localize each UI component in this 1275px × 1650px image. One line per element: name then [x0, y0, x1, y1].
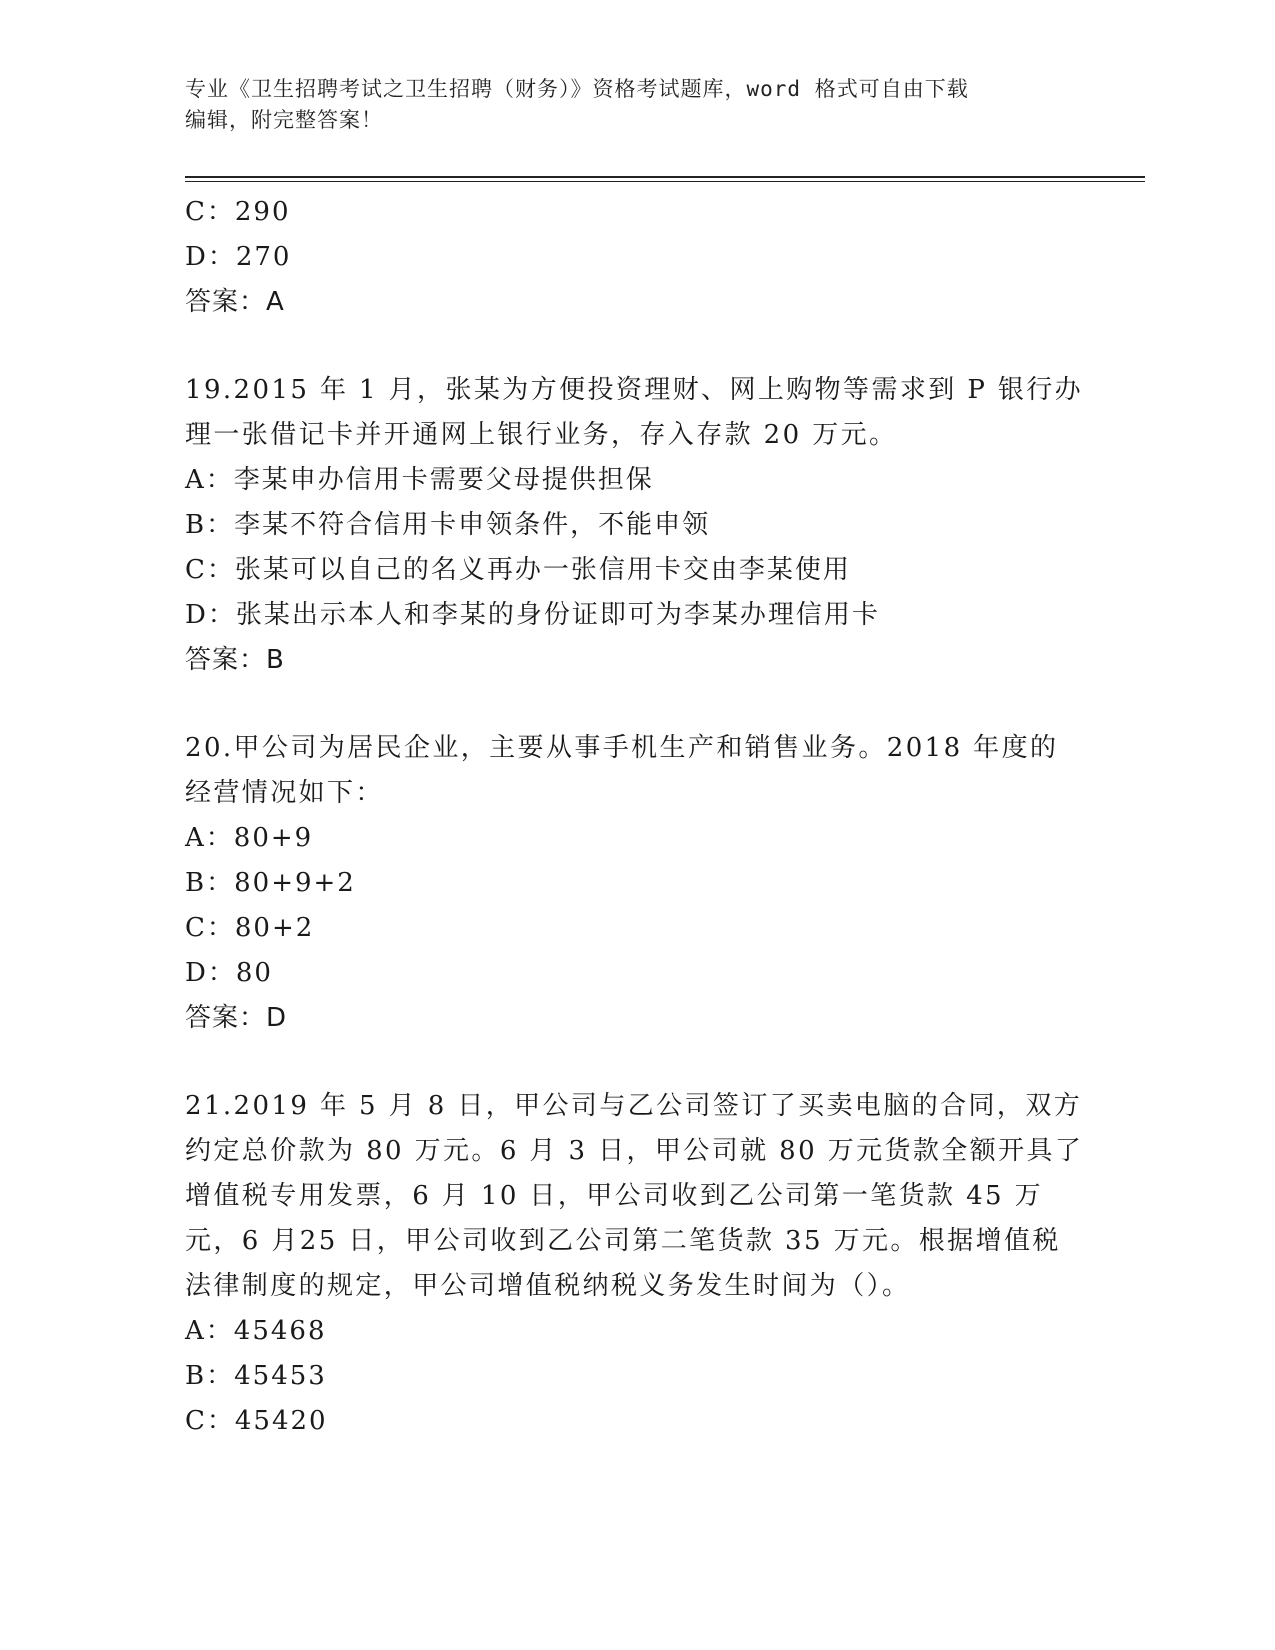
- question-text: 19.2015 年 1 月，张某为方便投资理财、网上购物等需求到 P 银行办理一张借记卡并开通网上银行业务，存入存款 20 万元。: [185, 375, 1084, 450]
- option-a: A：李某申办信用卡需要父母提供担保: [185, 465, 654, 495]
- option-a: A：80+9: [185, 823, 314, 853]
- question-18-tail: [185, 190, 1085, 325]
- header-line-2: 编辑，附完整答案！: [185, 108, 383, 132]
- header-divider-thin: [185, 181, 1145, 182]
- header-line-1: 专业《卫生招聘考试之卫生招聘（财务）》资格考试题库，word 格式可自由下载: [185, 77, 969, 101]
- answer-label: 答案：D: [185, 1003, 288, 1033]
- option-b: B：45453: [185, 1361, 327, 1391]
- question-20: [185, 726, 1085, 1041]
- option-d: D：张某出示本人和李某的身份证即可为李某办理信用卡: [185, 600, 880, 630]
- document-header: [185, 74, 1085, 136]
- answer-label: 答案：B: [185, 645, 285, 675]
- option-b: B：80+9+2: [185, 868, 356, 898]
- question-content: [185, 190, 1085, 1444]
- question-21: [185, 1084, 1085, 1444]
- option-c: C：80+2: [185, 913, 315, 943]
- header-divider-thick: [185, 176, 1145, 178]
- answer-label: 答案：A: [185, 287, 285, 317]
- question-text: 20.甲公司为居民企业，主要从事手机生产和销售业务。2018 年度的经营情况如下：: [185, 733, 1059, 808]
- option-c: C：张某可以自己的名义再办一张信用卡交由李某使用: [185, 555, 851, 585]
- option-a: A：45468: [185, 1316, 327, 1346]
- option-d: D：270: [185, 242, 292, 272]
- question-text: 21.2019 年 5 月 8 日，甲公司与乙公司签订了买卖电脑的合同，双方约定总价款为 80 万元。6 月 3 日，甲公司就 80 万元货款全额开具了增值税专用发票，6 月 10 日，甲公司收到乙公司第一笔货款 45 万元，6 月25 日，甲公司收到乙公司第二笔货款 35 万元。根据增值税法律制度的规定，甲公司增值税纳税义务发生时间为（）。: [185, 1091, 1084, 1301]
- option-c: C：45420: [185, 1406, 328, 1436]
- option-d: D：80: [185, 958, 273, 988]
- question-19: [185, 368, 1085, 683]
- option-c: C：290: [185, 197, 291, 227]
- option-b: B：李某不符合信用卡申领条件，不能申领: [185, 510, 711, 540]
